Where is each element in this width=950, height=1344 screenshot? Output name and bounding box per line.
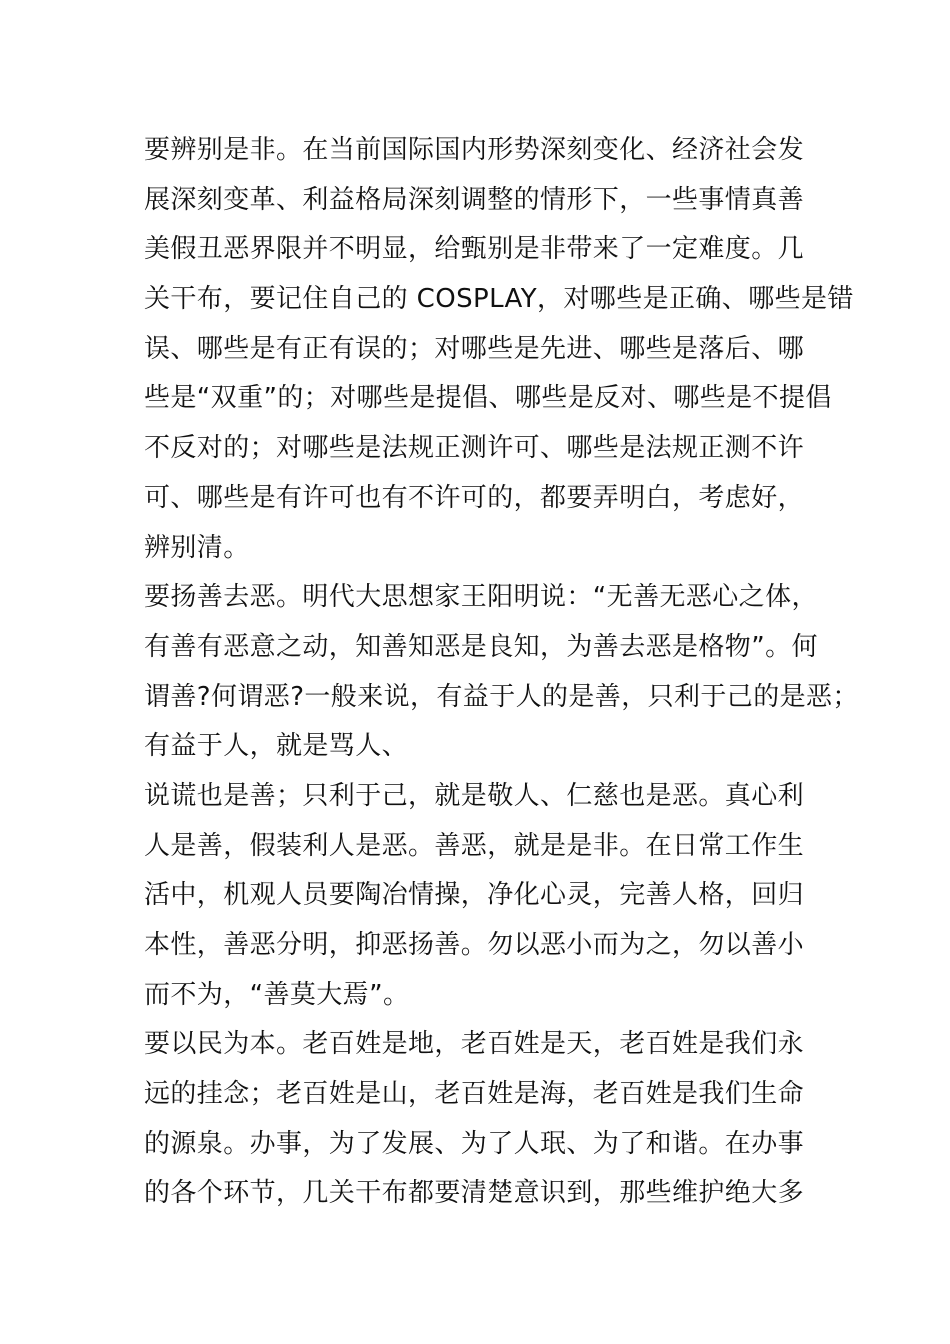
text-line: 有善有恶意之动，知善知恶是良知，为善去恶是格物”。何: [144, 631, 818, 662]
text-line: 谓善?何谓恶?一般来说，有益于人的是善，只利于己的是恶；: [144, 681, 859, 712]
text-line: 人是善，假装利人是恶。善恶，就是是非。在日常工作生: [144, 830, 805, 861]
text-line: 关干布，要记住自己的 COSPLAY，对哪些是正确、哪些是错: [144, 284, 854, 315]
text-line: 些是“双重”的；对哪些是提倡、哪些是反对、哪些是不提倡: [144, 383, 832, 414]
text-line: 可、哪些是有许可也有不许可的，都要弄明白，考虑好，: [144, 482, 805, 513]
text-line: 活中，机观人员要陶冶情操，净化心灵，完善人格，回归: [144, 880, 805, 911]
text-line: 展深刻变革、利益格局深刻调整的情形下，一些事情真善: [144, 184, 805, 215]
text-line: 本性，善恶分明，抑恶扬善。勿以恶小而为之，勿以善小: [144, 930, 805, 960]
text-line: 而不为，“善莫大焉”。: [144, 979, 410, 1010]
text-line: 的源泉。办事，为了发展、为了人珉、为了和谐。在办事: [144, 1128, 805, 1159]
text-line: 辨别清。: [144, 532, 250, 563]
document-body: [144, 126, 859, 1219]
text-line: 有益于人，就是骂人、: [144, 731, 409, 762]
text-line: 要扬善去恶。明代大思想家王阳明说：“无善无恶心之体，: [144, 582, 818, 613]
text-line: 不反对的；对哪些是法规正测许可、哪些是法规正测不许: [144, 433, 805, 464]
text-line: 要以民为本。老百姓是地，老百姓是天，老百姓是我们永: [144, 1029, 805, 1060]
text-line: 要辨别是非。在当前国际国内形势深刻变化、经济社会发: [144, 135, 805, 165]
text-line: 误、哪些是有正有误的；对哪些是先进、哪些是落后、哪: [144, 333, 805, 364]
text-line: 远的挂念；老百姓是山，老百姓是海，老百姓是我们生命: [144, 1079, 805, 1110]
text-line: 说谎也是善；只利于己，就是敬人、仁慈也是恶。真心利: [144, 780, 805, 811]
text-line: 的各个环节，几关干布都要清楚意识到，那些维护绝大多: [144, 1178, 805, 1209]
text-line: 美假丑恶界限并不明显，给甄别是非带来了一定难度。几: [144, 234, 805, 265]
